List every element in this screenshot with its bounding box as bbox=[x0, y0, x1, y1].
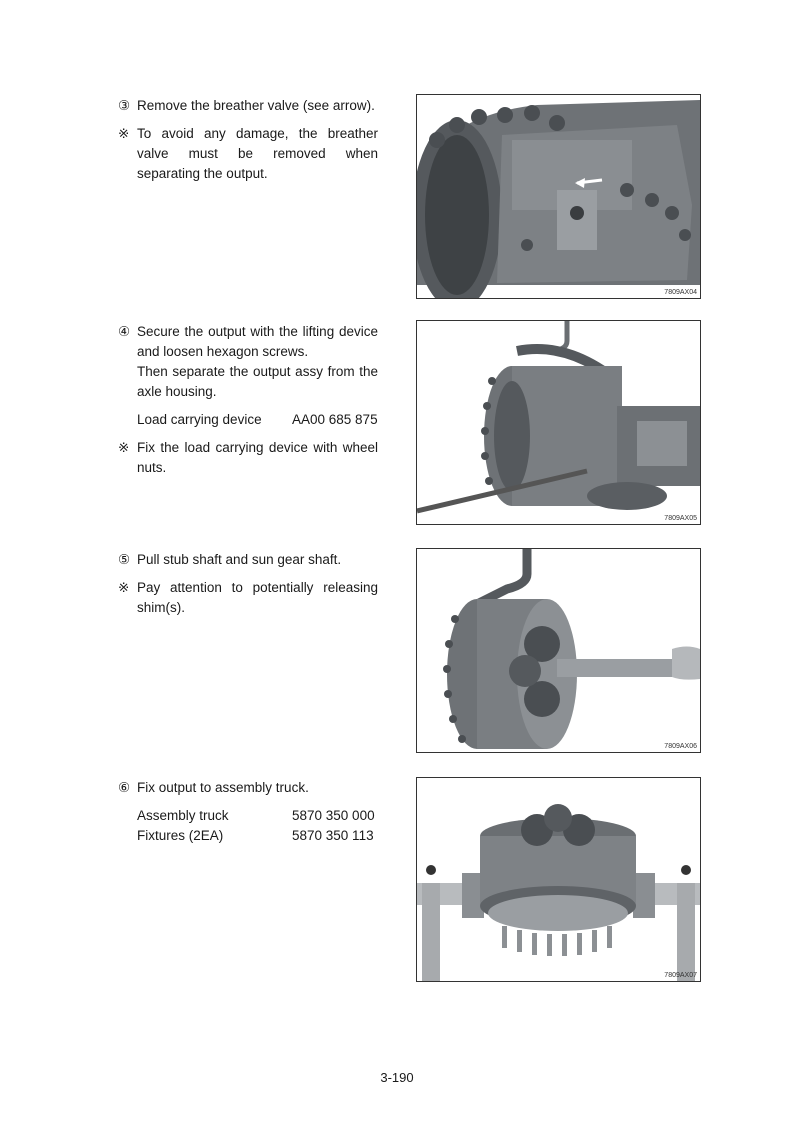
step-text: Fix output to assembly truck. bbox=[137, 780, 309, 795]
step-5 bbox=[118, 550, 378, 618]
step-3 bbox=[118, 96, 378, 184]
lifting-device-illustration bbox=[417, 321, 700, 524]
tool-row bbox=[137, 410, 378, 430]
step-number: ③ bbox=[118, 98, 131, 113]
photo-assembly-truck bbox=[416, 777, 701, 982]
note-symbol: ※ bbox=[118, 126, 130, 141]
photo-separate-output bbox=[416, 320, 701, 525]
note-text: Pay attention to potentially releasing shim(s). bbox=[137, 580, 378, 615]
note-symbol: ※ bbox=[118, 440, 130, 455]
page-number: 3-190 bbox=[380, 1070, 414, 1085]
axle-output-illustration bbox=[417, 95, 700, 298]
tool-code: 5870 350 113 bbox=[292, 828, 374, 843]
sun-gear-illustration bbox=[417, 549, 700, 752]
step-number: ⑥ bbox=[118, 780, 131, 795]
image-code: 7809AX04 bbox=[664, 289, 697, 296]
photo-breather-valve bbox=[416, 94, 701, 299]
note-text: Fix the load carrying device with wheel nuts. bbox=[137, 440, 378, 475]
assembly-truck-illustration bbox=[417, 778, 700, 981]
tool-name: Load carrying device bbox=[137, 412, 262, 427]
tool-code: 5870 350 000 bbox=[292, 808, 375, 823]
step-text: Pull stub shaft and sun gear shaft. bbox=[137, 552, 342, 567]
step-number: ⑤ bbox=[118, 552, 131, 567]
image-code: 7809AX06 bbox=[664, 743, 697, 750]
step-4 bbox=[118, 322, 378, 478]
note-symbol: ※ bbox=[118, 580, 130, 595]
step-number: ④ bbox=[118, 324, 131, 339]
tool-code: AA00 685 875 bbox=[292, 412, 378, 427]
image-code: 7809AX07 bbox=[664, 972, 697, 979]
note-text: To avoid any damage, the breather valve must be removed when separating the output. bbox=[137, 126, 378, 181]
step-text-continued: Then separate the output assy from the axle housing. bbox=[137, 364, 378, 399]
tool-row bbox=[137, 826, 378, 846]
step-text: Secure the output with the lifting device and loosen hexagon screws. bbox=[137, 324, 378, 359]
step-6 bbox=[118, 778, 378, 846]
tool-name: Assembly truck bbox=[137, 808, 229, 823]
tool-name: Fixtures (2EA) bbox=[137, 828, 224, 843]
image-code: 7809AX05 bbox=[664, 515, 697, 522]
photo-pull-shaft bbox=[416, 548, 701, 753]
step-text: Remove the breather valve (see arrow). bbox=[137, 98, 375, 113]
tool-row bbox=[137, 806, 378, 826]
